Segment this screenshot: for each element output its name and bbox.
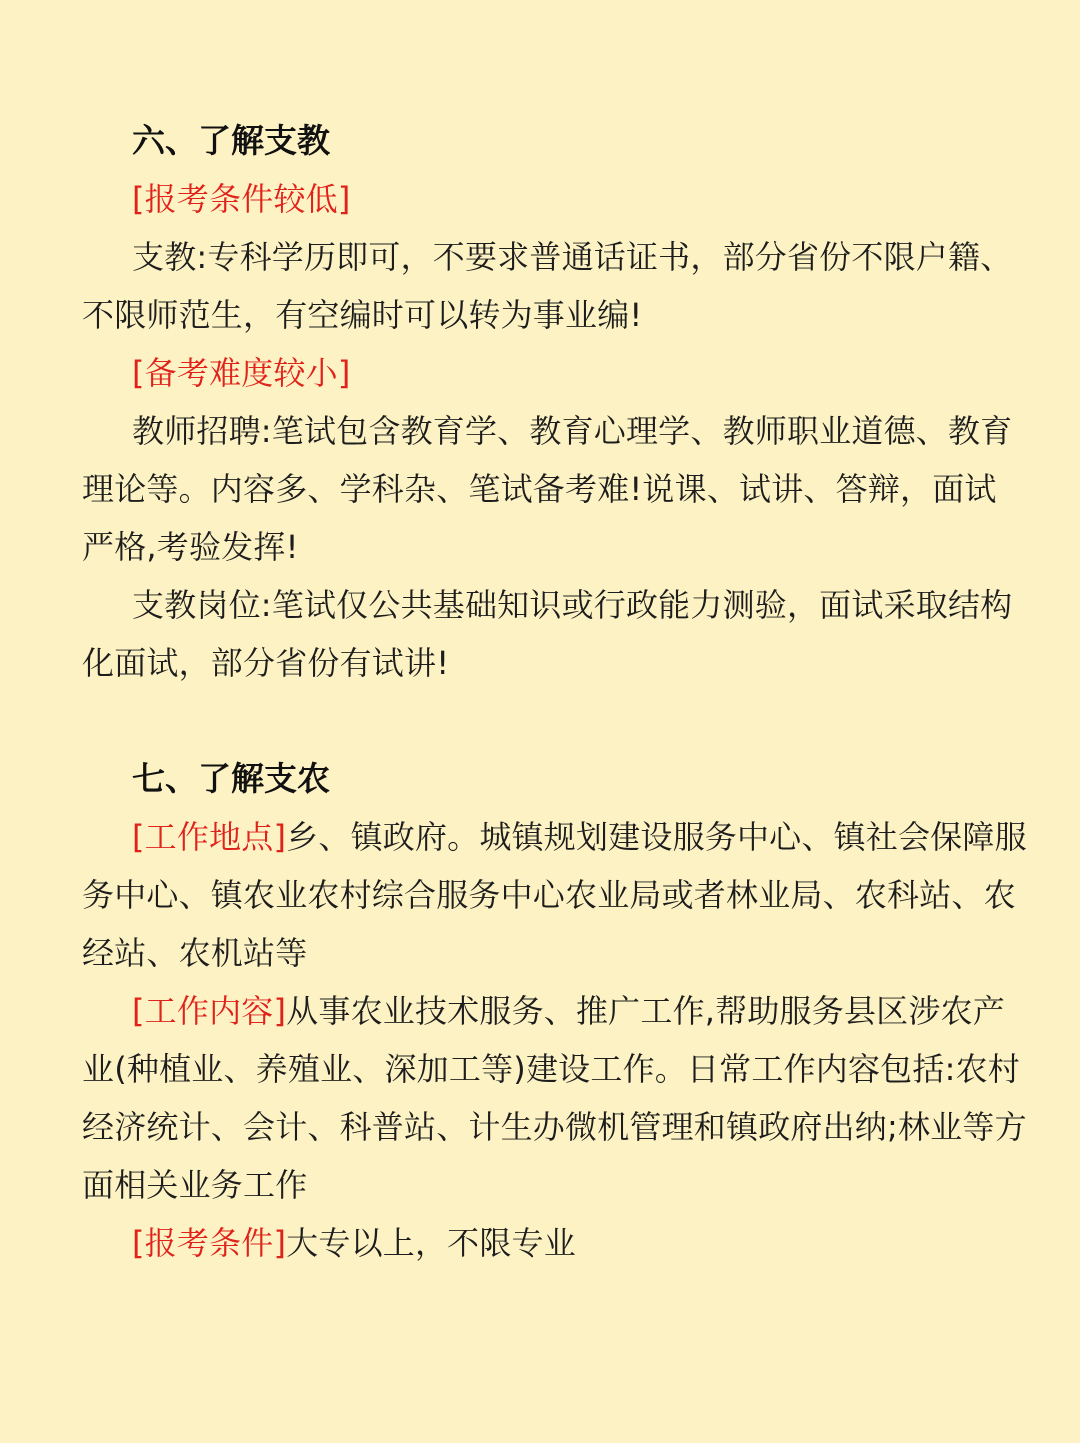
highlight-tag: [备考难度较小] (132, 354, 351, 392)
section-support-teaching (82, 112, 1028, 692)
paragraph-text: 支教岗位:笔试仅公共基础知识或行政能力测验，面试采取结构化面试，部分省份有试讲! (82, 586, 1013, 682)
paragraph (82, 402, 1028, 576)
highlight-tag: [工作内容] (132, 992, 287, 1030)
paragraph (82, 576, 1028, 692)
paragraph-text: 教师招聘:笔试包含教育学、教育心理学、教师职业道德、教育理论等。内容多、学科杂、笔试备考难!说课、试讲、答辩，面试严格,考验发挥! (82, 412, 1013, 566)
paragraph-text: 大专以上，不限专业 (286, 1224, 576, 1262)
highlight-tag: [报考条件] (132, 1224, 287, 1262)
section-heading: 七、了解支农 (132, 759, 330, 798)
paragraph (82, 982, 1028, 1214)
paragraph (82, 1214, 1028, 1272)
paragraph-text: 乡、镇政府。城镇规划建设服务中心、镇社会保障服务中心、镇农业农村综合服务中心农业局或者林业局、农科站、农经站、农机站等 (82, 818, 1027, 972)
paragraph (82, 170, 1028, 228)
paragraph-text: 支教:专科学历即可，不要求普通话证书，部分省份不限户籍、不限师范生，有空编时可以转为事业编! (82, 238, 1013, 334)
section-heading: 六、了解支教 (132, 121, 330, 160)
paragraph (82, 808, 1028, 982)
section-support-agriculture (82, 750, 1028, 1272)
highlight-tag: [工作地点] (132, 818, 287, 856)
paragraph-text: 从事农业技术服务、推广工作,帮助服务县区涉农产业(种植业、养殖业、深加工等)建设工作。日常工作内容包括:农村经济统计、会计、科普站、计生办微机管理和镇政府出纳;林业等方面相关业务工作 (82, 992, 1027, 1204)
paragraph (82, 228, 1028, 344)
highlight-tag: [报考条件较低] (132, 180, 351, 218)
paragraph (82, 344, 1028, 402)
